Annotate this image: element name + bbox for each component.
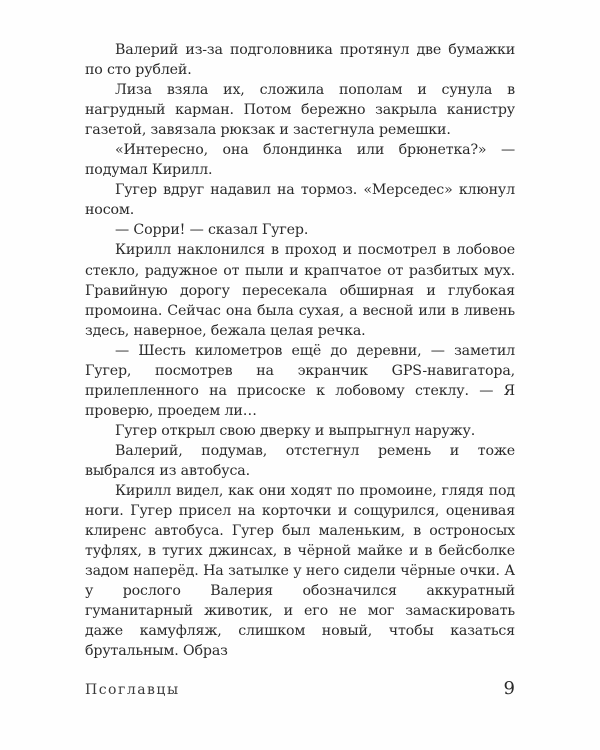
page-number: 9	[503, 678, 515, 699]
paragraph: Гугер открыл свою дверку и выпрыгнул наружу.	[115, 422, 476, 439]
paragraph: Валерий, подумав, отстегнул ремень и тоже выбрался из автобуса.	[85, 442, 515, 479]
paragraph: — Шесть километров ещё до деревни, — заметил Гугер, посмотрев на экранчик GPS-навигатора, прилепленного на присоске к лобовому стеклу. — Я проверю, проедем ли…	[85, 342, 515, 419]
paragraph: Кирилл видел, как они ходят по промоине, глядя под ноги. Гугер присел на корточки и сощурился, оценивая клиренс автобуса. Гугер был маленьким, в остроносых туфлях, в тугих джинсах, в чёрной майке и в бейсболке задом наперёд. На затылке у него сидели чёрные очки. А у рослого Валерия обозначился аккуратный гуманитарный животик, и его не мог замаскировать даже камуфляж, слишком новый, чтобы казаться брутальным. Образ	[85, 483, 515, 660]
body-text	[85, 40, 515, 661]
paragraph: «Интересно, она блондинка или брюнетка?» — подумал Кирилл.	[85, 142, 515, 179]
paragraph: Валерий из-за подголовника протянул две бумажки по сто рублей.	[85, 42, 515, 79]
paragraph: Кирилл наклонился в проход и посмотрел в лобовое стекло, радужное от пыли и крапчатое от разбитых мух. Гравийную дорогу пересекала обширная и глубокая промоина. Сейчас она была сухая, а весной или в ливень здесь, наверное, бежала целая речка.	[85, 242, 515, 339]
paragraph: Гугер вдруг надавил на тормоз. «Мерседес» клюнул носом.	[85, 182, 515, 219]
paragraph: Лиза взяла их, сложила пополам и сунула в нагрудный карман. Потом бережно закрыла канистру газетой, завязала рюкзак и застегнула ремешки.	[85, 82, 515, 139]
running-title: Псоглавцы	[85, 682, 180, 698]
paragraph: — Сорри! — сказал Гугер.	[115, 222, 309, 239]
